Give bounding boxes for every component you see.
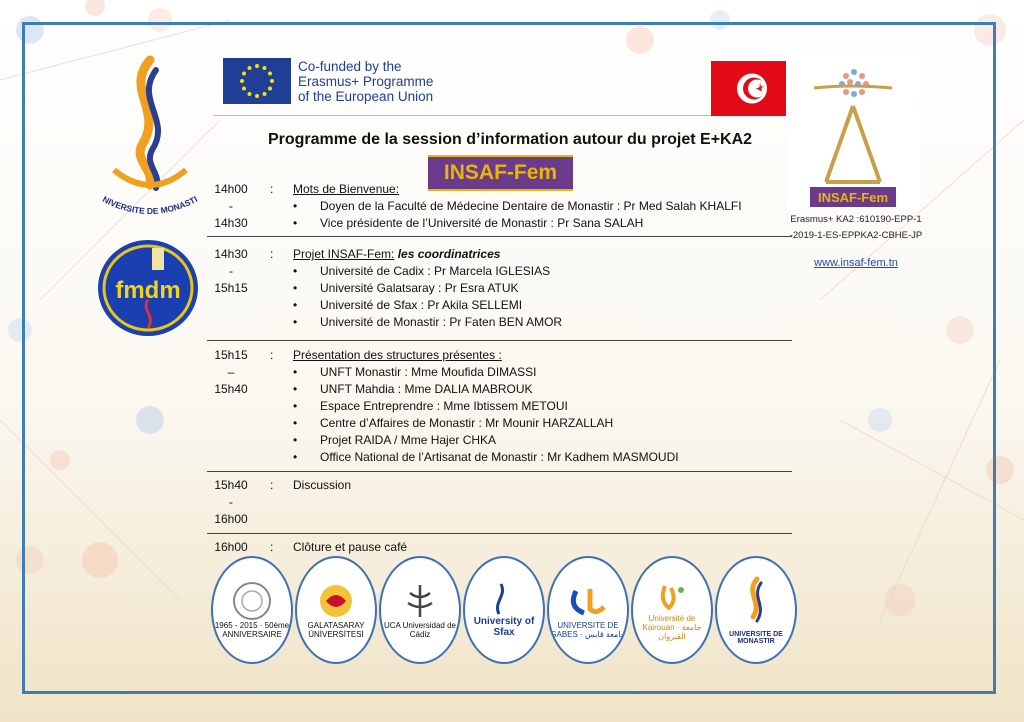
- time-separator: -: [229, 264, 233, 278]
- universite-monastir-logo: [94, 50, 206, 225]
- schedule-row: [207, 243, 792, 341]
- time-range: [207, 347, 255, 398]
- partner-name: 1965 - 2015 · 50ème ANNIVERSAIRE: [214, 621, 290, 639]
- colon-separator: :: [270, 247, 274, 261]
- fmdm-logo: [96, 238, 200, 338]
- partner-name: UCA Universidad de Cádiz: [383, 621, 457, 639]
- session-heading: Projet INSAF-Fem: les coordinatrices: [293, 247, 501, 261]
- website-link[interactable]: www.insaf-fem.tn: [814, 257, 898, 269]
- partner-logo-cadix: [379, 556, 461, 664]
- speaker-item: • Université Galatsaray : Pr Esra ATUK: [293, 280, 792, 297]
- insaf-fem-logo: [786, 54, 920, 209]
- gabes-emblem-icon: [560, 581, 616, 621]
- time-start: 16h00: [214, 540, 248, 554]
- erasmus-project-code: [786, 212, 926, 244]
- eu-line-3: of the European Union: [298, 89, 434, 104]
- session-content: [293, 347, 792, 466]
- partner-logo-monastir: [715, 556, 797, 664]
- partner-name: UNIVERSITE DE GABES · جامعة قابس: [550, 621, 626, 639]
- time-start: 14h00: [214, 182, 248, 196]
- partner-logo-galatasaray: [295, 556, 377, 664]
- seal-icon: [227, 581, 277, 621]
- time-range: [207, 246, 255, 297]
- partner-name: Université de Kairouan · جامعة القيروان: [642, 613, 702, 641]
- eu-funding-text: [298, 59, 433, 104]
- partner-name: University of Sfax: [473, 616, 535, 638]
- speaker-item: • Espace Entreprendre : Mme Ibtissem METOUI: [293, 398, 792, 415]
- partner-logo-anniversary: [211, 556, 293, 664]
- partner-logo-kairouan: [631, 556, 713, 664]
- speaker-list: [293, 364, 792, 466]
- speaker-item: • Office National de l’Artisanat de Monastir : Mr Kadhem MASMOUDI: [293, 449, 792, 466]
- speaker-item: • Centre d’Affaires de Monastir : Mr Mounir HARZALLAH: [293, 415, 792, 432]
- speaker-list: [293, 263, 792, 331]
- time-separator: -: [229, 495, 233, 509]
- speaker-item: • UNFT Mahdia : Mme DALIA MABROUK: [293, 381, 792, 398]
- eu-line-2: Erasmus+ Programme: [298, 74, 434, 89]
- session-content: [293, 539, 792, 556]
- session-heading-emphasis: les coordinatrices: [397, 247, 501, 261]
- speaker-item: • Université de Sfax : Pr Akila SELLEMI: [293, 297, 792, 314]
- partner-logo-gabes: [547, 556, 629, 664]
- project-name-banner: INSAF-Fem: [428, 155, 573, 191]
- time-start: 15h15: [214, 348, 248, 362]
- partner-name: UNIVERSITE DE MONASTIR: [729, 631, 783, 645]
- time-range: [207, 539, 255, 556]
- galatasaray-emblem-icon: [311, 581, 361, 621]
- kairouan-emblem-icon: [647, 580, 697, 614]
- speaker-item: • Vice présidente de l’Université de Monastir : Pr Sana SALAH: [293, 215, 792, 232]
- header-divider: [213, 115, 793, 116]
- session-content: [293, 181, 792, 232]
- time-end: 15h15: [214, 281, 248, 295]
- eu-flag-icon: [223, 58, 291, 104]
- insaf-logo-label: INSAF-Fem: [817, 190, 889, 205]
- schedule-row: [207, 341, 792, 472]
- session-heading: Clôture et pause café: [293, 540, 408, 554]
- uca-emblem-icon: [395, 581, 445, 621]
- tunisia-flag-icon: [711, 61, 793, 116]
- speaker-item: • UNFT Monastir : Mme Moufida DIMASSI: [293, 364, 792, 381]
- speaker-item: • Projet RAIDA / Mme Hajer CHKA: [293, 432, 792, 449]
- schedule-row: [207, 472, 792, 534]
- eu-line-1: Co-funded by the: [298, 59, 402, 74]
- time-end: 15h40: [214, 382, 248, 396]
- session-heading: Discussion: [293, 478, 352, 492]
- time-separator: -: [229, 199, 233, 213]
- session-content: [293, 477, 792, 494]
- time-start: 15h40: [214, 478, 248, 492]
- erasmus-code-line-2: -2019-1-ES-EPPKA2-CBHE-JP: [789, 230, 923, 241]
- schedule-row: [207, 181, 792, 237]
- partner-logos: [207, 556, 807, 666]
- sfax-emblem-icon: [479, 582, 529, 616]
- speaker-item: • Université de Monastir : Pr Faten BEN AMOR: [293, 314, 792, 331]
- session-content: [293, 246, 792, 331]
- time-start: 14h30: [214, 247, 248, 261]
- partner-logo-sfax: [463, 556, 545, 664]
- schedule-table: [207, 181, 792, 558]
- session-heading: Mots de Bienvenue:: [293, 182, 400, 196]
- session-heading: Présentation des structures présentes :: [293, 348, 502, 362]
- speaker-item: • Université de Cadix : Pr Marcela IGLESIAS: [293, 263, 792, 280]
- time-end: 14h30: [214, 216, 248, 230]
- time-range: [207, 477, 255, 528]
- speaker-item: • Doyen de la Faculté de Médecine Dentaire de Monastir : Pr Med Salah KHALFI: [293, 198, 792, 215]
- schedule-row: [207, 534, 792, 558]
- partner-name: GALATASARAY ÜNİVERSİTESİ: [307, 621, 365, 639]
- fmdm-logo-text: fmdm: [115, 277, 181, 304]
- eu-funding-logo: [213, 53, 445, 109]
- colon-separator: :: [270, 478, 274, 492]
- erasmus-code-line-1: Erasmus+ KA2 :610190-EPP-1: [790, 214, 922, 225]
- colon-separator: :: [270, 540, 274, 554]
- time-end: 16h00: [214, 512, 248, 526]
- colon-separator: :: [270, 182, 274, 196]
- um-logo-text: NIVERSITE DE MONASTI: [100, 193, 200, 216]
- colon-separator: :: [270, 348, 274, 362]
- monastir-emblem-icon: [731, 575, 781, 631]
- page-title: Programme de la session d’information autour du projet E+KA2: [267, 131, 753, 148]
- speaker-list: [293, 198, 792, 232]
- time-range: [207, 181, 255, 232]
- time-separator: –: [227, 365, 235, 379]
